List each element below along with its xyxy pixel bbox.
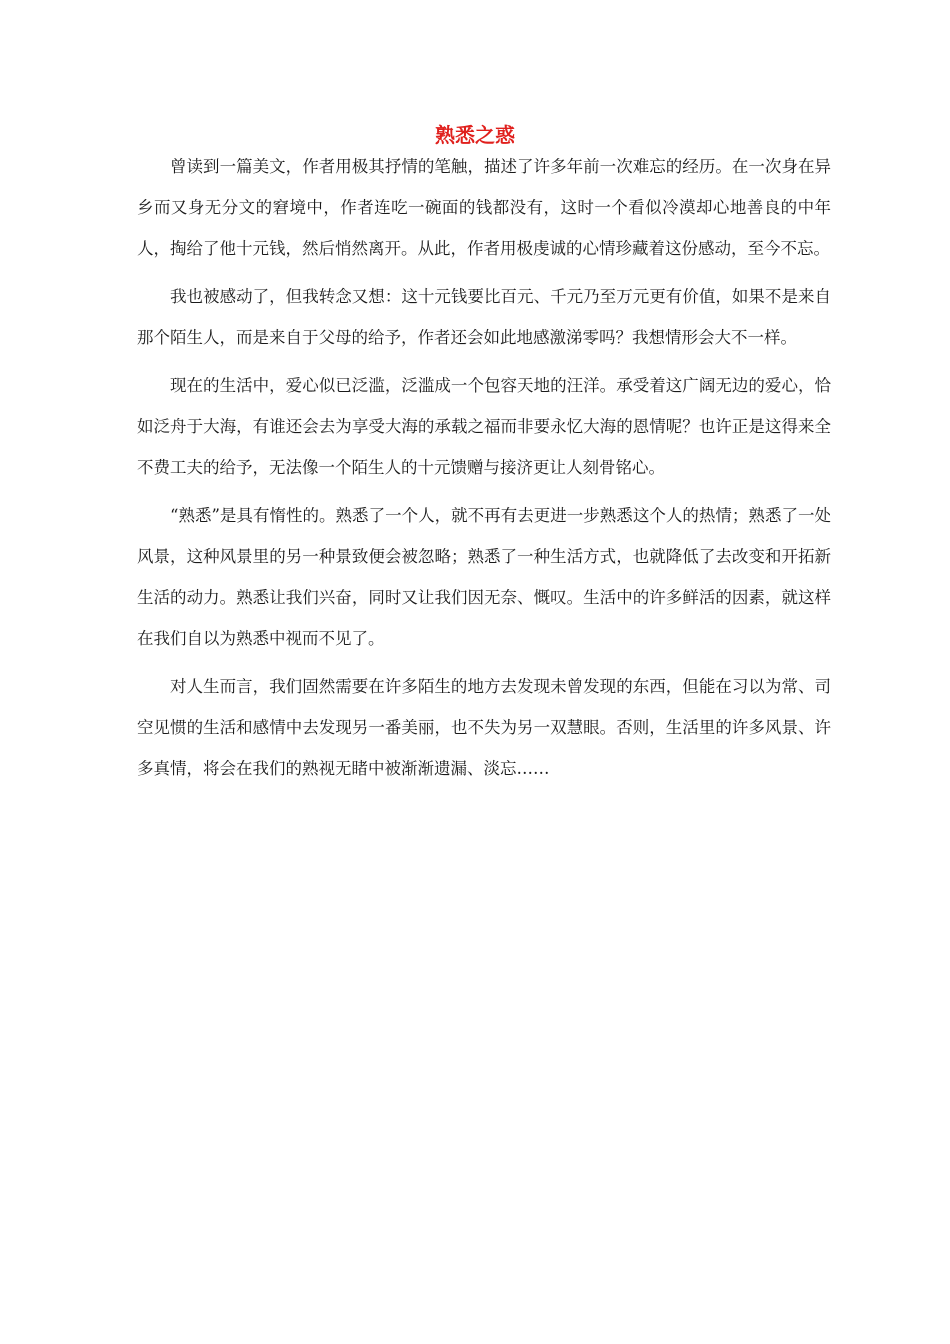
paragraph-2: 我也被感动了，但我转念又想：这十元钱要比百元、千元乃至万元更有价值，如果不是来自那个陌生人，而是来自于父母的给予，作者还会如此地感激涕零吗？我想情形会大不一样。 bbox=[137, 287, 831, 347]
paragraph-4: “熟悉”是具有惰性的。熟悉了一个人，就不再有去更进一步熟悉这个人的热情；熟悉了一处风景，这种风景里的另一种景致便会被忽略；熟悉了一种生活方式，也就降低了去改变和开拓新生活的动力。熟悉让我们兴奋，同时又让我们因无奈、慨叹。生活中的许多鲜活的因素，就这样在我们自以为熟悉中视而不见了。 bbox=[137, 506, 831, 648]
document-body bbox=[137, 146, 831, 796]
document-title: 熟悉之惑 bbox=[435, 123, 515, 147]
paragraph-5: 对人生而言，我们固然需要在许多陌生的地方去发现未曾发现的东西，但能在习以为常、司空见惯的生活和感情中去发现另一番美丽，也不失为另一双慧眼。否则，生活里的许多风景、许多真情，将会在我们的熟视无睹中被渐渐遗漏、淡忘…… bbox=[137, 677, 831, 778]
paragraph-1: 曾读到一篇美文，作者用极其抒情的笔触，描述了许多年前一次难忘的经历。在一次身在异乡而又身无分文的窘境中，作者连吃一碗面的钱都没有，这时一个看似冷漠却心地善良的中年人，掏给了他十元钱，然后悄然离开。从此，作者用极虔诚的心情珍藏着这份感动，至今不忘。 bbox=[137, 157, 831, 258]
paragraph-3: 现在的生活中，爱心似已泛滥，泛滥成一个包容天地的汪洋。承受着这广阔无边的爱心，恰如泛舟于大海，有谁还会去为享受大海的承载之福而非要永忆大海的恩情呢？也许正是这得来全不费工夫的给予，无法像一个陌生人的十元馈赠与接济更让人刻骨铭心。 bbox=[137, 376, 831, 477]
